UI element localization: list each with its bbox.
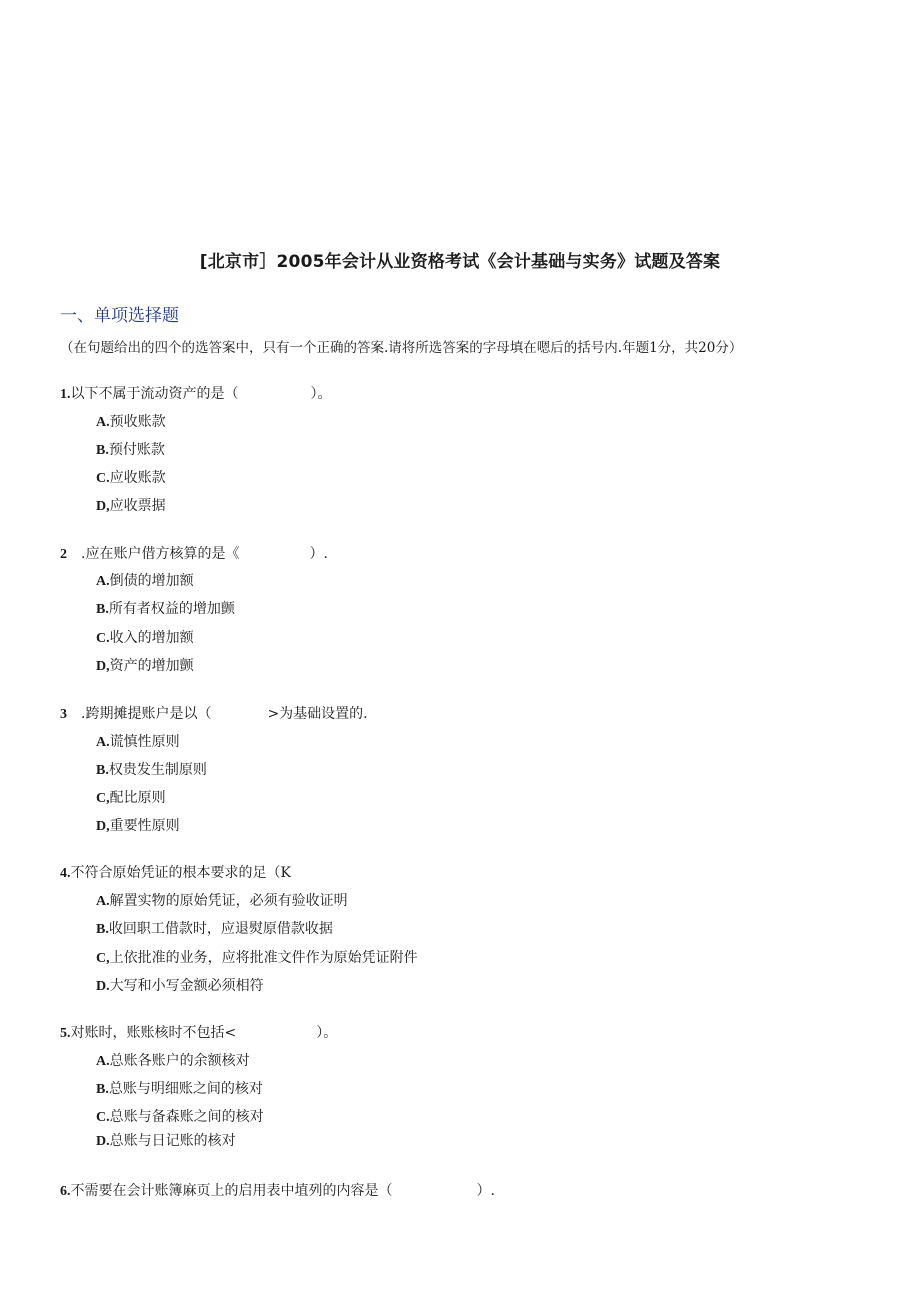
question-text: 以下不属于流动资产的是（ bbox=[70, 386, 239, 402]
option-text: 资产的增加颤 bbox=[109, 658, 194, 674]
option bbox=[96, 947, 418, 967]
option bbox=[96, 759, 207, 779]
option bbox=[96, 467, 166, 487]
question-4 bbox=[60, 862, 291, 882]
option-text: 解置实物的原始凭证，必须有验收证明 bbox=[109, 893, 348, 909]
option-label: C. bbox=[96, 1110, 110, 1125]
option-text: 应收票据 bbox=[109, 498, 166, 514]
option-label: A. bbox=[96, 415, 110, 430]
section-instructions: （在句题给出的四个的选答案中，只有一个正确的答案.请将所选答案的字母填在嗯后的括号内.年题1分，共20分） bbox=[60, 340, 743, 356]
option-label: B. bbox=[96, 443, 109, 458]
section-heading: 一、单项选择题 bbox=[60, 306, 179, 326]
option-label: B. bbox=[96, 922, 109, 937]
option-text: 总账各账户的余额核对 bbox=[109, 1053, 250, 1069]
option-label: D, bbox=[96, 819, 110, 834]
option-label: C. bbox=[96, 631, 110, 646]
option-label: D, bbox=[96, 499, 110, 514]
question-number: 6. bbox=[60, 1184, 71, 1199]
question-number: 5. bbox=[60, 1026, 71, 1041]
option-text: 所有者权益的增加颤 bbox=[108, 601, 235, 617]
option bbox=[96, 1106, 264, 1126]
option-text: 预付账款 bbox=[108, 442, 165, 458]
option-text: 应收账款 bbox=[109, 470, 166, 486]
question-text: .跨期摊提账户是以（ bbox=[81, 706, 212, 722]
option-label: D. bbox=[96, 979, 110, 994]
question-text: 不需要在会计账簿麻页上的启用表中埴列的内容是（ bbox=[70, 1183, 393, 1199]
option-text: 倒债的增加额 bbox=[109, 573, 194, 589]
option-label: A. bbox=[96, 1054, 110, 1069]
option bbox=[96, 439, 165, 459]
option-label: A. bbox=[96, 574, 110, 589]
option bbox=[96, 655, 194, 675]
question-text: .应在账户借方核算的是《 bbox=[81, 546, 240, 562]
option-label: C, bbox=[96, 791, 110, 806]
option bbox=[96, 1078, 263, 1098]
option-label: A. bbox=[96, 894, 110, 909]
option-text: 重要性原则 bbox=[109, 818, 180, 834]
question-6 bbox=[60, 1180, 495, 1200]
question-number: 1. bbox=[60, 387, 71, 402]
option-label: B. bbox=[96, 763, 109, 778]
option bbox=[96, 975, 264, 995]
option-label: C. bbox=[96, 471, 110, 486]
document-title: [北京市］2005年会计从业资格考试《会计基础与实务》试题及答案 bbox=[199, 252, 721, 272]
option bbox=[96, 890, 348, 910]
option bbox=[96, 731, 180, 751]
question-end: ）. bbox=[476, 1183, 495, 1199]
option-text: 大写和小写金额必须相符 bbox=[109, 978, 264, 994]
option-text: 总账与备森账之间的核对 bbox=[109, 1109, 264, 1125]
option bbox=[96, 815, 180, 835]
question-number: 4. bbox=[60, 866, 71, 881]
option bbox=[96, 627, 194, 647]
option-text: 收回职工借款时，应退熨原借款收据 bbox=[108, 921, 333, 937]
question-number: 2 bbox=[60, 547, 67, 562]
option-text: 总账与明细账之间的核对 bbox=[108, 1081, 263, 1097]
option-label: B. bbox=[96, 1082, 109, 1097]
question-end: >为基础设置的. bbox=[267, 706, 368, 722]
option-text: 配比原则 bbox=[109, 790, 166, 806]
option-text: 权贵发生制原则 bbox=[108, 762, 207, 778]
question-1 bbox=[60, 383, 332, 403]
question-end: ）。 bbox=[310, 386, 332, 402]
option bbox=[96, 570, 194, 590]
option bbox=[96, 1130, 236, 1150]
option bbox=[96, 787, 166, 807]
option-label: C, bbox=[96, 951, 110, 966]
question-text: 对账时，账账核时不包括< bbox=[70, 1025, 237, 1041]
option bbox=[96, 495, 166, 515]
question-2 bbox=[60, 543, 328, 563]
option bbox=[96, 1050, 250, 1070]
option-label: A. bbox=[96, 735, 110, 750]
option bbox=[96, 598, 235, 618]
option-text: 上依批准的业务，应将批准文件作为原始凭证附件 bbox=[109, 950, 418, 966]
question-end: ）. bbox=[309, 546, 328, 562]
question-end: ）。 bbox=[316, 1025, 338, 1041]
question-text: 不符合原始凭证的根本要求的足（K bbox=[70, 865, 291, 881]
question-3 bbox=[60, 703, 368, 723]
option bbox=[96, 411, 166, 431]
option-text: 收入的增加额 bbox=[109, 630, 194, 646]
option bbox=[96, 918, 333, 938]
option-label: B. bbox=[96, 602, 109, 617]
option-label: D, bbox=[96, 659, 110, 674]
question-number: 3 bbox=[60, 707, 67, 722]
option-text: 总账与日记账的核对 bbox=[109, 1133, 236, 1149]
question-5 bbox=[60, 1022, 337, 1042]
option-label: D. bbox=[96, 1134, 110, 1149]
option-text: 预收账款 bbox=[109, 414, 166, 430]
option-text: 谎慎性原则 bbox=[109, 734, 180, 750]
